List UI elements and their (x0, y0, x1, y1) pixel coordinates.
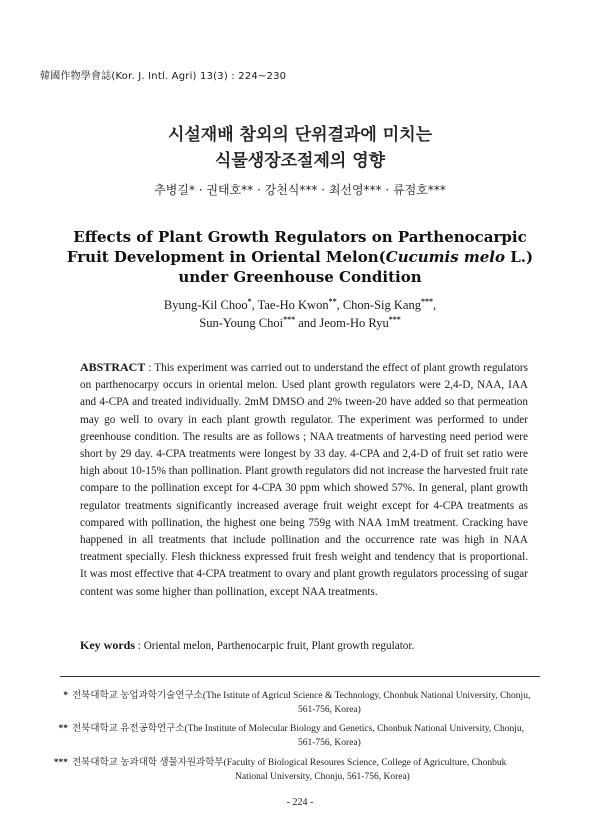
author-separator: , (251, 298, 258, 312)
affiliation-mark: * (247, 296, 252, 306)
author-separator: , (336, 298, 343, 312)
footnote-text: 전북대학교 농과대학 생물자원과학부(Faculty of Biological Resoures Science, College of Agriculture, Chonbuk (72, 758, 507, 768)
keywords-text: : Oriental melon, Parthenocarpic fruit, Plant growth regulator. (137, 640, 415, 652)
footnote-mark: * (63, 691, 68, 701)
abstract (80, 359, 528, 601)
affiliation-mark: *** (420, 296, 433, 306)
footnote-3-cont: National University, Chonju, 561-756, Korea) (235, 772, 410, 782)
page-number: - 224 - (286, 797, 314, 808)
korean-title-line-1: 시설재배 참외의 단위결과에 미치는 (167, 125, 433, 145)
keywords-label: Key words (80, 638, 135, 652)
journal-citation: 韓國作物學會誌(Kor. J. Intl. Agri) 13(3) : 224~230 (40, 71, 287, 82)
footnote-2-cont: 561-756, Korea) (298, 738, 361, 748)
english-title-line-2 (0, 248, 600, 266)
author-name: Chon-Sig Kang (342, 298, 421, 312)
english-title-line-2-post: L.) (505, 248, 534, 266)
author-name: Jeom-Ho Ryu (319, 316, 389, 330)
english-authors-line-1 (0, 298, 600, 313)
footnote-2 (50, 723, 524, 736)
affiliation-mark: *** (388, 314, 401, 324)
footnote-divider (60, 676, 540, 677)
scientific-name: Cucumis melo (385, 248, 506, 266)
abstract-text: : This experiment was carried out to understand the effect of plant growth regulators on parthenocarpy occurs in oriental melon. Used plant growth regulators were 2,4-D, NAA, IAA and 4-CPA and treated individually. 2mM DMSO and 2% tween-20 have added so that permeation may go well to ovary in each plant growth regulator. The experiment was performed to under greenhouse condition. The results are as follows ; NAA treatments of harvesting need period were short by 29 day. 4-CPA treatments were longest by 33 day. 4-CPA and 2,4-D of fruit set ratio were high about 10-15% than pollination. Plant growth regulators did not increase the harvested fruit rate compare to the pollination except for 4-CPA 30 ppm which showed 57%. In general, plant growth regulator treatments significantly increased average fruit weight except for 4-CPA treatments as compared with pollination, the highest one being 759g with NAA 1mM treatment. Cracking have happened in all treatments that include pollination and the occurrence rate was high in NAA treatment specially. Flesh thickness expressed fruit fresh weight and tendency that is proportional. It was most effective that 4-CPA treatment to ovary and plant growth regulators processing of sugar content was some higher than pollination, except NAA treatments. (80, 362, 528, 598)
english-title-line-3: under Greenhouse Condition (178, 268, 422, 286)
english-authors-line-2 (0, 316, 600, 331)
keywords (80, 638, 414, 653)
author-name: Tae-Ho Kwon (257, 298, 329, 312)
footnote-1 (50, 690, 530, 703)
footnote-text: 전북대학교 유전공학연구소(The Institute of Molecular Biology and Genetics, Chonbuk National University, Chonju, (72, 724, 524, 734)
footnote-1-cont: 561-756, Korea) (298, 705, 361, 715)
footnote-text: 전북대학교 농업과학기술연구소(The Istitute of Agricul Science & Technology, Chonbuk National University, Chonju, (72, 691, 531, 701)
english-title-line-1: Effects of Plant Growth Regulators on Parthenocarpic (73, 228, 527, 246)
korean-title-line-2: 식물생장조절제의 영향 (214, 151, 386, 171)
korean-authors: 추병길* · 권태호** · 강천식*** · 최선영*** · 류점호*** (154, 183, 446, 197)
author-separator: , (432, 298, 437, 312)
footnote-mark: ** (58, 724, 68, 734)
affiliation-mark: ** (328, 296, 337, 306)
author-name: Sun-Young Choi (199, 316, 284, 330)
abstract-label: ABSTRACT (80, 360, 146, 374)
affiliation-mark: *** (283, 314, 296, 324)
author-name: Byung-Kil Choo (163, 298, 248, 312)
english-title-line-2-pre: Fruit Development in Oriental Melon( (66, 248, 386, 266)
footnote-3 (50, 757, 506, 770)
author-separator: and (295, 316, 320, 330)
footnote-mark: *** (53, 758, 68, 768)
